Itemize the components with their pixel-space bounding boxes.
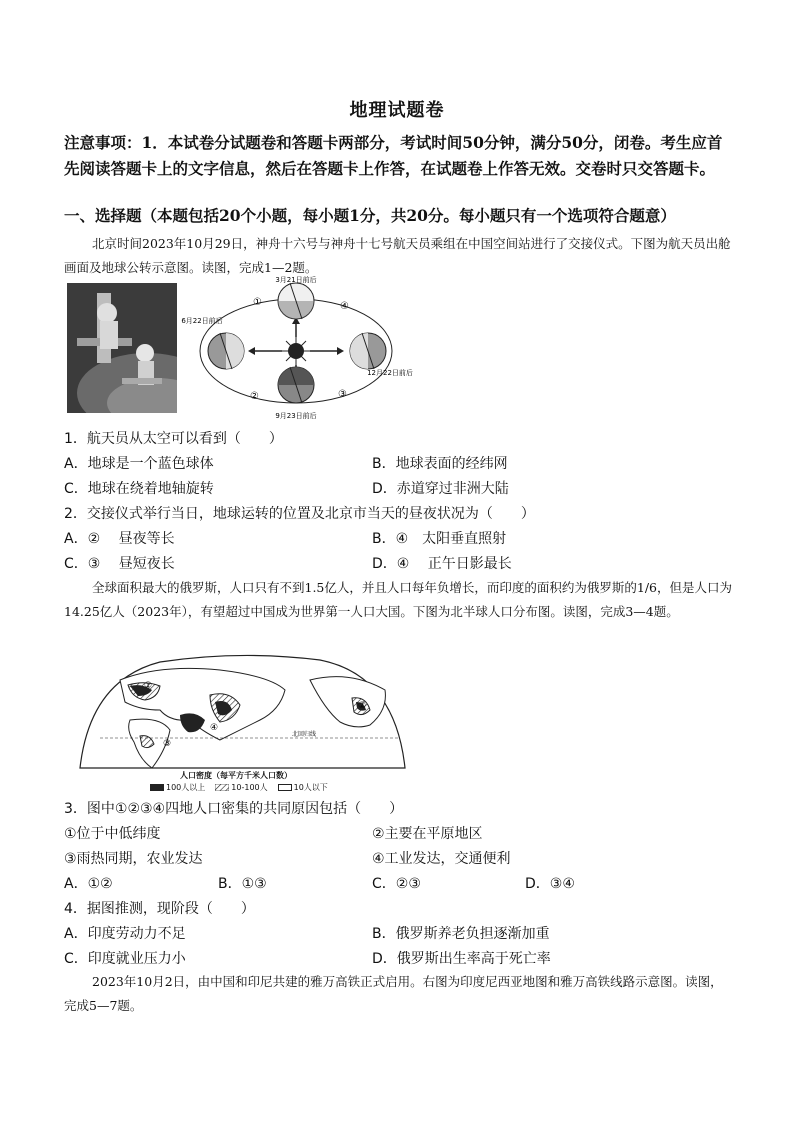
legend-mid-swatch [215, 784, 229, 791]
section-heading: 一、选择题（本题包括20个小题，每小题1分，共20分。每小题只有一个选项符合题意） [64, 206, 676, 225]
q3-statement-3: ③雨热同期，农业发达 [64, 851, 203, 867]
earth-top [278, 283, 314, 319]
orbit-marker-3: ③ [338, 389, 347, 400]
legend-mid: 10-100人 [215, 782, 267, 793]
legend-low-swatch [278, 784, 292, 791]
astronaut-photo [67, 283, 177, 413]
label-dec22: 12月22日前后 [367, 369, 413, 377]
orbit-marker-2: ② [250, 391, 259, 402]
question-2-stem: 2．交接仪式举行当日，地球运转的位置及北京市当天的昼夜状况为（ ） [64, 506, 535, 522]
q2-option-b[interactable]: B．④ 太阳垂直照射 [372, 531, 507, 547]
question-1-stem: 1．航天员从太空可以看到（ ） [64, 431, 283, 447]
tropic-label: 北回归线 [292, 731, 317, 738]
orbit-marker-1: ① [253, 297, 262, 308]
map-marker-1: ① [144, 681, 153, 691]
q1-option-c[interactable]: C．地球在绕着地轴旋转 [64, 481, 214, 497]
q4-option-b[interactable]: B．俄罗斯养老负担逐渐加重 [372, 926, 550, 942]
earth-right [350, 333, 386, 369]
q1-option-b[interactable]: B．地球表面的经纬网 [372, 456, 508, 472]
q3-option-a[interactable]: A．①② [64, 876, 113, 892]
q2-option-a[interactable]: A．② 昼夜等长 [64, 531, 175, 547]
map-marker-2: ② [358, 701, 367, 711]
earth-revolution-diagram [178, 273, 438, 423]
legend-low: 10人以下 [278, 782, 328, 793]
q3-option-b[interactable]: B．①③ [218, 876, 267, 892]
notice-text: 注意事项：1．本试卷分试题卷和答题卡两部分，考试时间50分钟，满分50分，闭卷。考生应首先阅读答题卡上的文字信息，然后在答题卡上作答，在试题卷上作答无效。交卷时只交答题卡。 [64, 133, 723, 178]
earth-left [208, 333, 244, 369]
label-sep23: 9月23日前后 [275, 412, 317, 420]
q3-statement-4: ④工业发达，交通便利 [372, 851, 511, 867]
label-jun22: 6月22日前后 [181, 317, 223, 325]
q4-option-d[interactable]: D．俄罗斯出生率高于死亡率 [372, 951, 551, 967]
intro-paragraph-1: 北京时间2023年10月29日，神舟十六号与神舟十七号航天员乘组在中国空间站进行了交接仪式。下图为航天员出舱画面及地球公转示意图。读图，完成1—2题。 [64, 236, 731, 275]
q4-option-c[interactable]: C．印度就业压力小 [64, 951, 186, 967]
label-mar21: 3月21日前后 [275, 276, 317, 284]
map-legend-title: 人口密度（每平方千米人口数） [180, 771, 292, 780]
q3-statement-1: ①位于中低纬度 [64, 826, 161, 842]
q3-option-c[interactable]: C．②③ [372, 876, 421, 892]
map-legend [150, 782, 328, 793]
intro-paragraph-2: 全球面积最大的俄罗斯，人口只有不到1.5亿人，并且人口每年负增长，而印度的面积约为俄罗斯的1/6，但是人口为14.25亿人（2023年），有望超过中国成为世界第一人口大国。下图为北半球人口分布图。读图，完成3—4题。 [64, 580, 732, 619]
map-marker-4: ④ [210, 723, 219, 733]
earth-bottom [278, 367, 314, 403]
q3-option-d[interactable]: D．③④ [525, 876, 575, 892]
q1-option-a[interactable]: A．地球是一个蓝色球体 [64, 456, 214, 472]
q3-statement-2: ②主要在平原地区 [372, 826, 483, 842]
legend-high: 100人以上 [150, 782, 205, 793]
q1-option-d[interactable]: D．赤道穿过非洲大陆 [372, 481, 509, 497]
question-3-stem: 3．图中①②③④四地人口密集的共同原因包括（ ） [64, 801, 404, 817]
q4-option-a[interactable]: A．印度劳动力不足 [64, 926, 186, 942]
map-marker-3: ③ [163, 739, 172, 749]
page-title: 地理试题卷 [349, 100, 445, 121]
legend-high-swatch [150, 784, 164, 791]
q2-option-d[interactable]: D．④ 正午日影最长 [372, 556, 512, 572]
question-4-stem: 4．据图推测，现阶段（ ） [64, 901, 255, 917]
intro-paragraph-3: 2023年10月2日，由中国和印尼共建的雅万高铁正式启用。右图为印度尼西亚地图和雅万高铁线路示意图。读图，完成5—7题。 [64, 974, 723, 1013]
orbit-marker-4: ④ [340, 301, 349, 312]
q2-option-c[interactable]: C．③ 昼短夜长 [64, 556, 175, 572]
